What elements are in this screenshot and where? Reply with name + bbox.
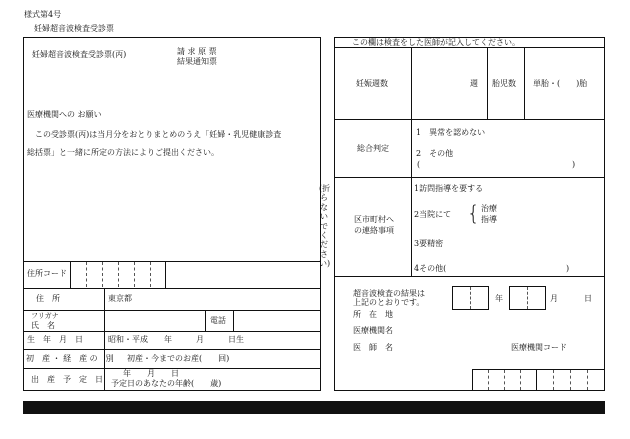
pregnancy-weeks-field[interactable] (412, 48, 472, 118)
contact-label-line1: 区市町村へ (354, 215, 394, 224)
facility-name-label: 医療機関名 (353, 326, 393, 335)
form-number: 様式第4号 (24, 10, 62, 19)
location-label: 所 在 地 (353, 310, 393, 319)
phone-field[interactable] (234, 311, 320, 330)
overall-judgment-label: 総合判定 (357, 144, 389, 153)
facility-code-field[interactable] (472, 369, 605, 391)
exam-day-unit: 日 (584, 294, 592, 303)
bottom-bar (23, 401, 605, 414)
brace-icon: { (467, 201, 480, 225)
ticket-name: 妊婦超音波検査受診票(丙) (32, 50, 127, 59)
name-label: 氏 名 (31, 321, 55, 330)
contact-option-in-clinic[interactable]: 2当院にて (414, 210, 452, 219)
contact-label-line2: の連絡事項 (354, 226, 394, 235)
request-body-line1: この受診票(丙)は当月分をおとりまとめのうえ「妊婦・乳児健康診査 (35, 130, 282, 139)
name-field[interactable] (105, 311, 204, 330)
contact-option-other[interactable]: 4その他( (414, 264, 447, 273)
pregnancy-weeks-unit: 週 (470, 79, 478, 88)
due-date-age[interactable]: 予定日のあなたの年齢( 歳) (111, 379, 222, 388)
judgment-option-other[interactable]: 2 その他 (416, 149, 454, 158)
judgment-paren-close: ) (572, 160, 576, 169)
parity-label: 初 産 ・ 経 産 の 別 (26, 354, 114, 363)
birth-date-value[interactable]: 昭和・平成 年 月 日生 (108, 335, 244, 344)
exam-month-unit: 月 (550, 294, 558, 303)
ticket-type-claim: 請 求 原 票 (177, 47, 217, 56)
phone-label: 電話 (210, 316, 226, 325)
do-not-fold-notice: (折らないでください) (319, 184, 331, 269)
due-date-label: 出 産 予 定 日 (31, 375, 103, 384)
request-heading: 医療機関への お願い (27, 110, 102, 119)
due-date-value[interactable]: 年 月 日 (123, 369, 179, 378)
address-value[interactable]: 東京都 (108, 294, 132, 303)
judgment-paren-open: ( (417, 160, 421, 169)
form-title: 妊婦超音波検査受診票 (34, 24, 114, 33)
address-code-field[interactable] (71, 262, 165, 287)
judgment-option-normal[interactable]: 1 異常を認めない (416, 128, 486, 137)
birth-date-label: 生 年 月 日 (27, 335, 83, 344)
contact-option-treatment[interactable]: 治療 (481, 204, 497, 213)
doctor-entry-note: この欄は検査をした医師が記入してください。 (352, 38, 520, 47)
contact-other-close: ) (566, 264, 570, 273)
contact-option-visit[interactable]: 1訪問指導を要する (414, 184, 484, 193)
address-label: 住 所 (36, 294, 60, 303)
exam-year-unit: 年 (495, 294, 503, 303)
fetus-type-value[interactable]: 単胎・( )胎 (533, 79, 588, 88)
pregnancy-weeks-label: 妊娠週数 (356, 79, 388, 88)
request-body-line2: 総括票」と一緒に所定の方法によりご提出ください。 (27, 148, 219, 157)
furigana-label: フリガナ (31, 312, 59, 320)
ticket-type-result: 結果通知票 (177, 57, 217, 66)
contact-option-guidance[interactable]: 指導 (481, 215, 497, 224)
address-code-label: 住所コード (27, 269, 67, 278)
parity-value[interactable]: 初産・今までのお産( 回) (127, 354, 230, 363)
fetus-count-label: 胎児数 (492, 79, 516, 88)
contact-option-detailed[interactable]: 3要精密 (414, 239, 444, 248)
result-statement-line2: 上記のとおりです。 (353, 298, 425, 307)
facility-code-label: 医療機関コード (511, 343, 567, 352)
result-statement-line1: 超音波検査の結果は (353, 289, 425, 298)
doctor-name-label: 医 師 名 (353, 343, 393, 352)
